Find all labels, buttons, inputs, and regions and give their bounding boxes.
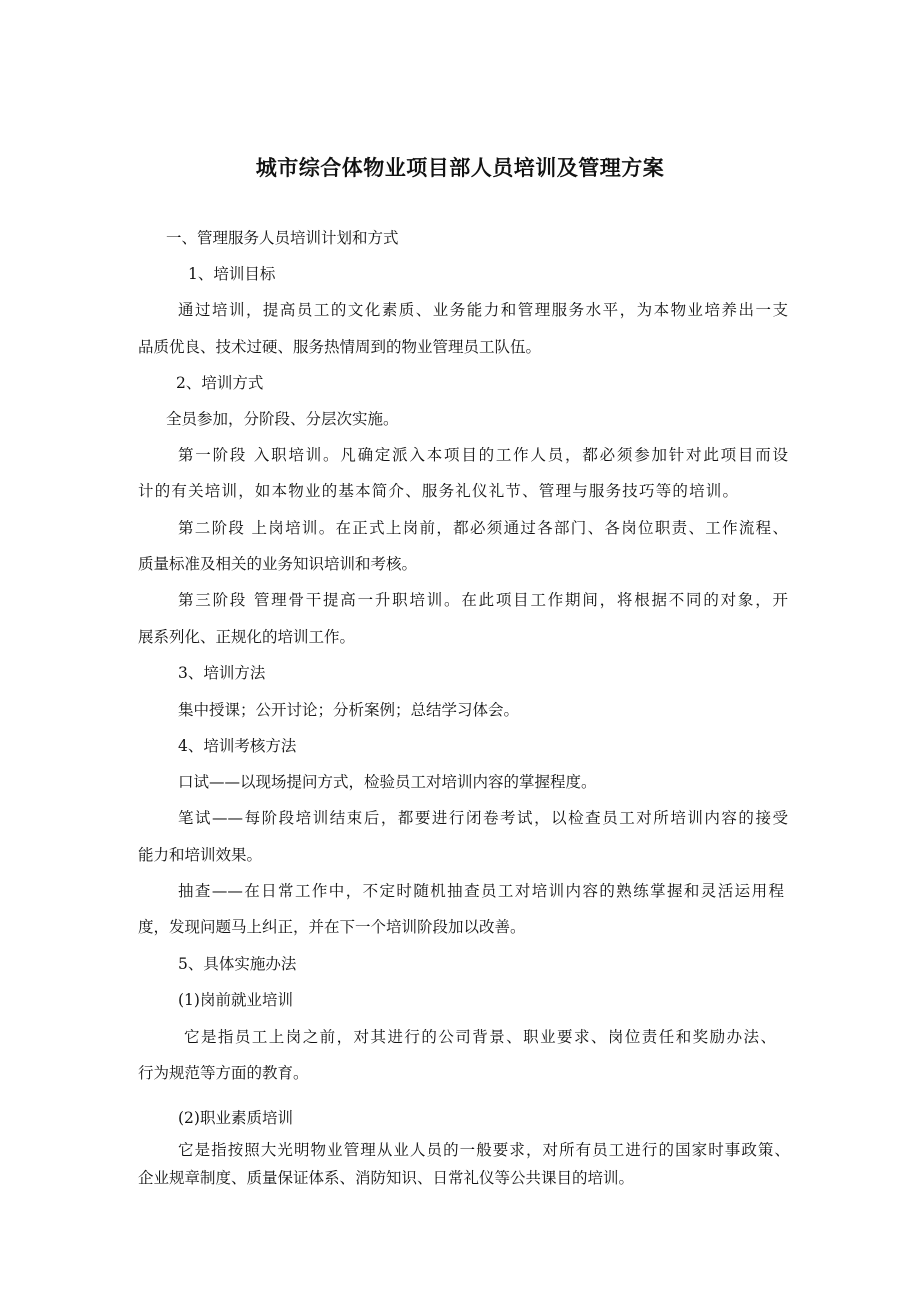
paragraph-line: 口试——以现场提问方式，检验员工对培训内容的掌握程度。 bbox=[178, 773, 597, 791]
paragraph-line: 第一阶段 入职培训。凡确定派入本项目的工作人员，都必须参加针对此项目而设 bbox=[178, 446, 788, 464]
paragraph-line: 展系列化、正规化的培训工作。 bbox=[138, 628, 356, 646]
paragraph-line: 集中授课；公开讨论；分析案例；总结学习体会。 bbox=[178, 701, 520, 719]
paragraph-line: 通过培训，提高员工的文化素质、业务能力和管理服务水平，为本物业培养出一支 bbox=[178, 301, 788, 319]
paragraph-line: 企业规章制度、质量保证体系、消防知识、日常礼仪等公共课目的培训。 bbox=[138, 1169, 635, 1187]
paragraph-line: 能力和培训效果。 bbox=[138, 846, 263, 864]
document-title: 城市综合体物业项目部人员培训及管理方案 bbox=[255, 156, 665, 180]
paragraph-line: 笔试——每阶段培训结束后，都要进行闭卷考试，以检查员工对所培训内容的接受 bbox=[178, 809, 788, 827]
subsection-heading: (2)职业素质培训 bbox=[178, 1109, 293, 1127]
paragraph-line: 度，发现问题马上纠正，并在下一个培训阶段加以改善。 bbox=[138, 918, 526, 936]
paragraph-line: 计的有关培训，如本物业的基本简介、服务礼仪礼节、管理与服务技巧等的培训。 bbox=[138, 482, 738, 500]
paragraph-line: 行为规范等方面的教育。 bbox=[138, 1064, 309, 1082]
section-heading: 一、管理服务人员培训计划和方式 bbox=[166, 229, 399, 247]
paragraph-line: 抽查——在日常工作中，不定时随机抽查员工对培训内容的熟练掌握和灵活运用程 bbox=[178, 882, 784, 900]
paragraph-line: 品质优良、技术过硬、服务热情周到的物业管理员工队伍。 bbox=[138, 338, 542, 356]
paragraph-line: 质量标准及相关的业务知识培训和考核。 bbox=[138, 555, 418, 573]
paragraph-line: 第三阶段 管理骨干提高一升职培训。在此项目工作期间，将根据不同的对象，开 bbox=[178, 591, 788, 609]
paragraph-line: 全员参加，分阶段、分层次实施。 bbox=[166, 410, 399, 428]
subsection-heading: 2、培训方式 bbox=[176, 374, 264, 392]
subsection-heading: 1、培训目标 bbox=[188, 265, 276, 283]
subsection-heading: 5、具体实施办法 bbox=[178, 955, 297, 973]
subsection-heading: (1)岗前就业培训 bbox=[178, 991, 293, 1009]
paragraph-line: 它是指员工上岗之前，对其进行的公司背景、职业要求、岗位责任和奖励办法、 bbox=[184, 1028, 776, 1046]
subsection-heading: 3、培训方法 bbox=[178, 664, 266, 682]
paragraph-line: 第二阶段 上岗培训。在正式上岗前，都必须通过各部门、各岗位职责、工作流程、 bbox=[178, 519, 788, 537]
paragraph-line: 它是指按照大光明物业管理从业人员的一般要求，对所有员工进行的国家时事政策、 bbox=[178, 1141, 790, 1159]
subsection-heading: 4、培训考核方法 bbox=[178, 737, 297, 755]
